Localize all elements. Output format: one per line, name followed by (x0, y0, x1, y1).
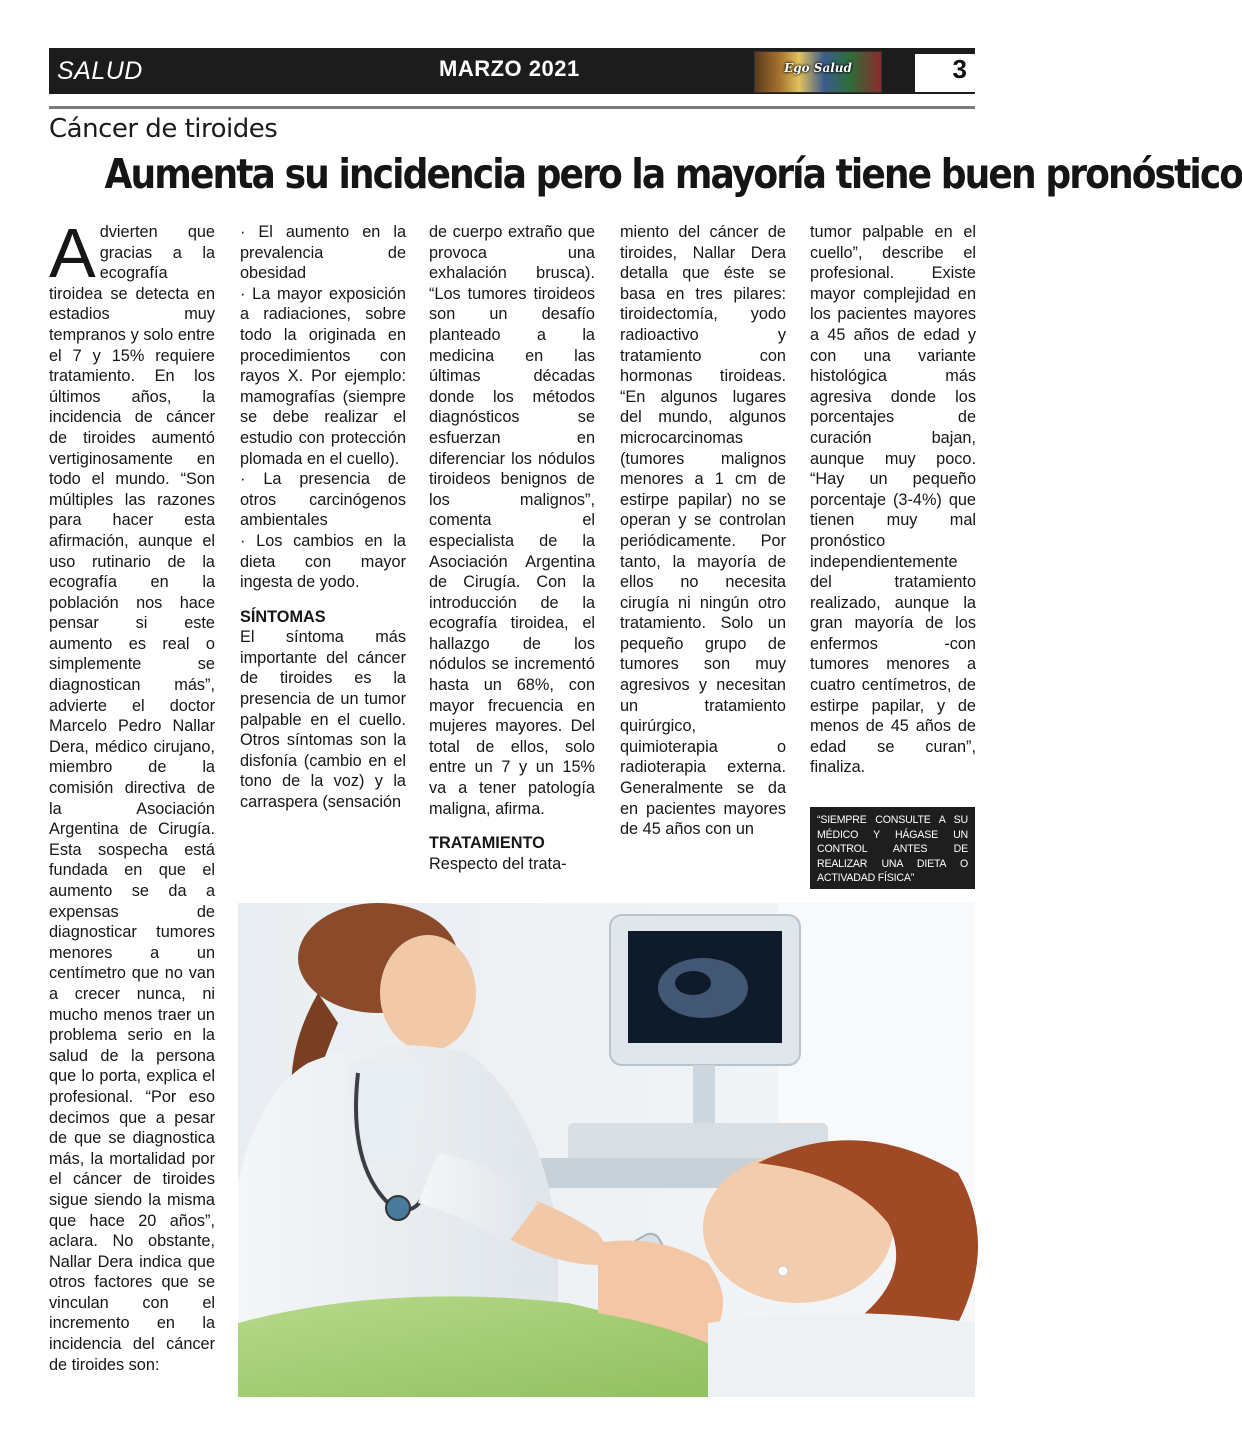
drop-cap: A (49, 214, 96, 292)
article-column-2 (240, 222, 406, 813)
article-column-5 (810, 222, 976, 778)
article-column-1 (49, 214, 215, 1375)
column-text: miento del cáncer de tiroides, Nallar Dera detalla que éste se basa en tres pilares: tiroidectomía, yodo radioactivo y tratamiento con hormonas tiroideas. “En algunos lugares del mundo, algunos microcarcinomas (tumores malignos menores a 1 cm de estirpe papilar) no se operan y se controlan periódicamente. Por tanto, la mayoría de ellos no necesita cirugía ni ningún otro tratamiento. Solo un pequeño grupo de tumores son muy agresivos y necesitan un tratamiento quirúrgico, quimioterapia o radioterapia externa. Generalmente se da en pacientes mayores de 45 años con un (620, 223, 786, 839)
subhead-tratamiento: TRATAMIENTO (429, 834, 545, 853)
page-header (49, 48, 975, 94)
issue-date: MARZO 2021 (439, 56, 580, 81)
list-item: · La mayor exposición a radiaciones, sobre todo la originada en procedimientos con rayos X. Por ejemplo: mamografías (siempre se debe realizar el estudio con protección plomada en el cuello). (240, 284, 406, 468)
column-text: El síntoma más importante del cáncer de tiroides es la presencia de un tumor palpable en el cuello. Otros síntomas son la disfonía (cambio en el tono de la voz) y la carraspera (sensación (240, 628, 406, 812)
section-name: SALUD (57, 57, 143, 85)
column-text: dvierten que gracias a la ecografía tiroidea se detecta en estadios muy tempranos y solo entre el 7 y 15% requiere tratamiento. En los últimos años, la incidencia de cáncer de tiroides aumentó vertiginosamente en todo el mundo. “Son múltiples las razones para hacer esta afirmación, aunque el uso rutinario de la ecografía en la población nos hace pensar si este aumento es real o simplemente se diagnostican más”, advierte el doctor Marcelo Pedro Nallar Dera, médico cirujano, miembro de la comisión directiva de la Asociación Argentina de Cirugía. Esta sospecha está fundada en que el aumento se da a expensas de diagnosticar tumores menores a un centímetro que no van a crecer nunca, ni mucho menos traer un problema serio en la salud de la persona que lo porta, explica el profesional. “Por eso decimos que a pesar de que se diagnostica más, la mortalidad por el cáncer de tiroides sigue siendo la misma que hace 20 años”, aclara. No obstante, Nallar Dera indica que otros factores que se vinculan con el incremento en la incidencia del cáncer de tiroides son: (49, 223, 215, 1374)
article-headline: Aumenta su incidencia pero la mayoría tiene buen pronóstico (104, 150, 1242, 198)
article-photo (238, 903, 975, 1397)
article-column-4 (620, 222, 786, 840)
header-divider (49, 106, 975, 109)
ultrasound-scene-illustration (238, 903, 975, 1397)
article-kicker: Cáncer de tiroides (49, 114, 278, 144)
advice-callout: “SIEMPRE CONSULTE A SU MÉDICO Y HÁGASE UN CONTROL ANTES DE REALIZAR UNA DIETA O ACTIVADAD FÍSICA” (810, 807, 975, 889)
list-item: · El aumento en la prevalencia de obesidad (240, 223, 406, 283)
article-column-3 (429, 222, 595, 874)
list-item: · La presencia de otros carcinógenos ambientales (240, 470, 406, 530)
subhead-sintomas: SÍNTOMAS (240, 607, 326, 626)
column-text: de cuerpo extraño que provoca una exhalación brusca). “Los tumores tiroideos son un desafío planteado a la medicina en las últimas décadas donde los métodos diagnósticos se esfuerzan en diferenciar los nódulos tiroideos benignos de los malignos”, comenta el especialista de la Asociación Argentina de Cirugía. Con la introducción de la ecografía tiroidea, el hallazgo de los nódulos se incrementó hasta un 68%, con mayor frecuencia en mujeres mayores. Del total de ellos, solo entre un 7 y un 15% va a tener patología maligna, afirma. (429, 223, 595, 818)
column-text: tumor palpable en el cuello”, describe el profesional. Existe mayor complejidad en los pacientes mayores a 45 años de edad y con una variante histológica más agresiva donde los porcentajes de curación bajan, aunque muy poco. “Hay un pequeño porcentaje (3-4%) que tienen muy mal pronóstico independientemente del tratamiento realizado, aunque la gran mayoría de los enfermos -con tumores menores a cuatro centímetros, de estirpe papilar, y de menos de 45 años de edad se curan”, finaliza. (810, 223, 976, 777)
page-number: 3 (915, 54, 975, 92)
publication-logo (754, 51, 882, 93)
column-text: Respecto del trata- (429, 854, 567, 873)
logo-text: Ego Salud (784, 61, 852, 75)
list-item: · Los cambios en la dieta con mayor ingesta de yodo. (240, 531, 406, 592)
